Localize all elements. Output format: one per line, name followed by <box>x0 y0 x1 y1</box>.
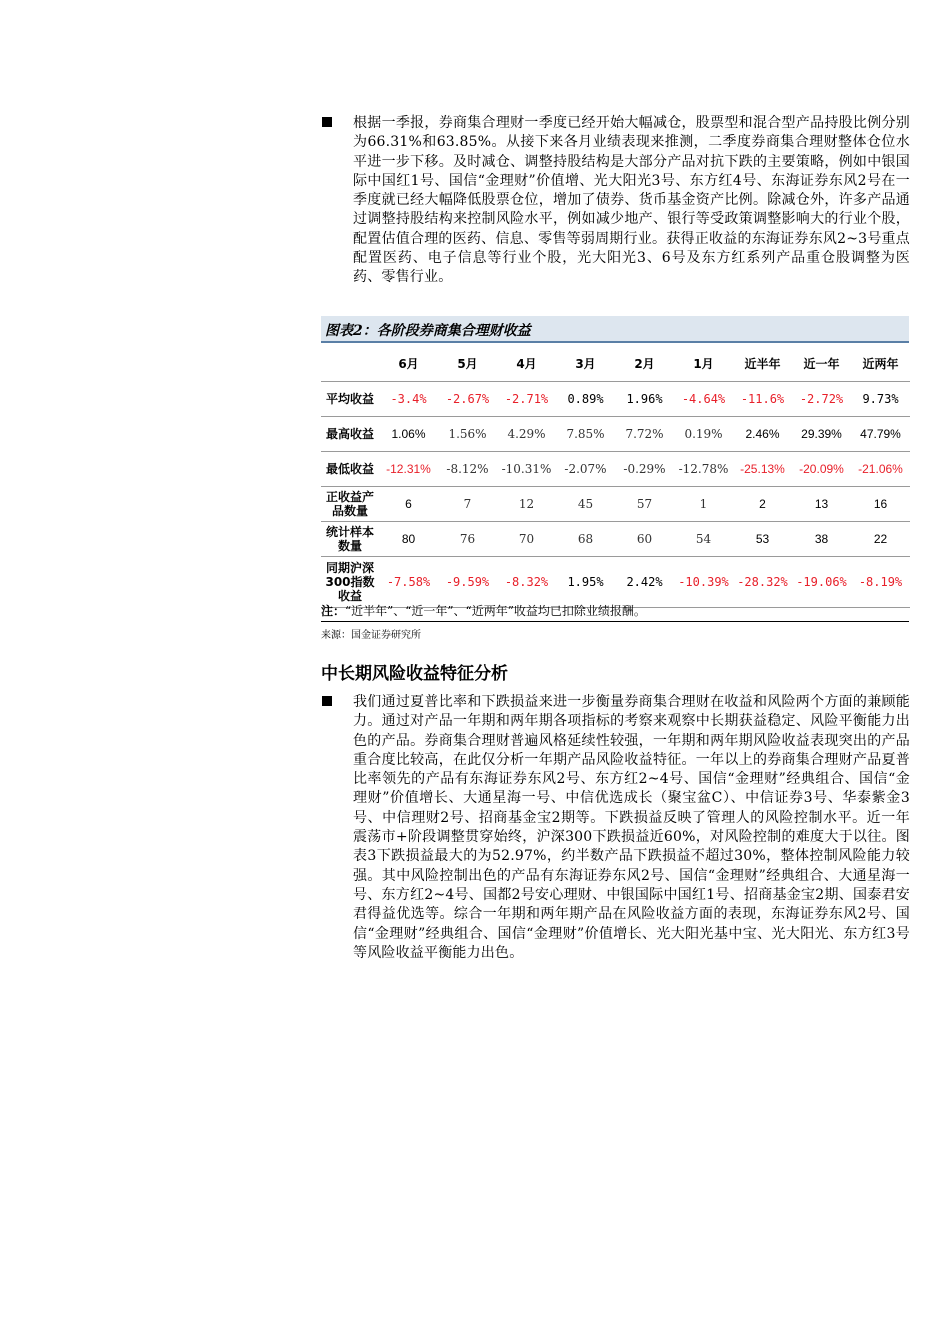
row-label: 同期沪深300指数收益 <box>321 557 379 608</box>
paragraph-text: 根据一季报，券商集合理财一季度已经开始大幅减仓，股票型和混合型产品持股比例分别为66.31%和63.85%。从接下来各月业绩表现来推测，二季度券商集合理财整体仓位水平进一步下移。及时减仓、调整持股结构是大部分产品对抗下跌的主要策略，例如中银国际中国红1号、国信“金理财”价值增、光大阳光3号、东方红4号、东海证券东风2号在一季度就已经大幅降低股票仓位，增加了债券、货币基金资产比例。除减仓外，许多产品通过调整持股结构来控制风险水平，例如减少地产、银行等受政策调整影响大的行业个股，配置估值合理的医药、信息、零售等弱周期行业。获得正收益的东海证券东风2~3号重点配置医药、电子信息等行业个股，光大阳光3、6号及东方红系列产品重仓股调整为医药、零售行业。 <box>353 115 910 286</box>
row-label: 平均收益 <box>321 382 379 417</box>
table-row <box>321 522 910 557</box>
row-label: 最高收益 <box>321 417 379 452</box>
column-header: 2月 <box>615 346 674 382</box>
table-cell: 80 <box>379 522 438 557</box>
table-cell: 1.96% <box>615 382 674 417</box>
table-cell: 12 <box>497 487 556 522</box>
table-cell: 54 <box>674 522 733 557</box>
table-cell: 7.72% <box>615 417 674 452</box>
table-cell: 1.95% <box>556 557 615 608</box>
table-cell: 1 <box>674 487 733 522</box>
column-header: 4月 <box>497 346 556 382</box>
table-cell: 38 <box>792 522 851 557</box>
table-cell: 60 <box>615 522 674 557</box>
table-cell: -19.06% <box>792 557 851 608</box>
row-label: 最低收益 <box>321 452 379 487</box>
table-cell: -2.71% <box>497 382 556 417</box>
table-cell: 2.42% <box>615 557 674 608</box>
table-header-row <box>321 346 910 382</box>
row-label: 统计样本数量 <box>321 522 379 557</box>
paragraph-text: 我们通过夏普比率和下跌损益来进一步衡量券商集合理财在收益和风险两个方面的兼顾能力。通过对产品一年期和两年期各项指标的考察来观察中长期获益稳定、风险平衡能力出色的产品。券商集合理财普遍风格延续性较强，一年期和两年期风险收益表现突出的产品重合度比较高，在此仅分析一年期产品风险收益特征。一年以上的券商集合理财产品夏普比率领先的产品有东海证券东风2号、东方红2~4号、国信“金理财”经典组合、国信“金理财”价值增长、大通星海一号、中信优选成长（聚宝盆C）、中信证券3号、华泰紫金3号、中信理财2号、招商基金宝2期等。下跌损益反映了管理人的风险控制水平。近一年震荡市+阶段调整贯穿始终，沪深300下跌损益近60%，对风险控制的难度大于以往。图表3下跌损益最大的为52.97%，约半数产品下跌损益不超过30%，整体控制风险能力较强。其中风险控制出色的产品有东海证券东风2号、国信“金理财”经典组合、大通星海一号、东方红2~4号、国都2号安心理财、中银国际中国红1号、招商基金宝2期、国泰君安君得益优选等。综合一年期和两年期产品在风险收益方面的表现，东海证券东风2号、国信“金理财”经典组合、国信“金理财”价值增长、光大阳光基中宝、光大阳光、东方红3号等风险收益平衡能力出色。 <box>353 694 910 961</box>
table-cell: -12.31% <box>379 452 438 487</box>
note-text: “近半年”、“近一年”、“近两年”收益均已扣除业绩报酬。 <box>345 604 646 618</box>
table-cell: -2.67% <box>438 382 497 417</box>
table-cell: 7 <box>438 487 497 522</box>
table-cell: -10.31% <box>497 452 556 487</box>
table-cell: -8.32% <box>497 557 556 608</box>
table-cell: -7.58% <box>379 557 438 608</box>
table-caption <box>321 316 909 343</box>
table-cell: -21.06% <box>851 452 910 487</box>
table-cell: -8.19% <box>851 557 910 608</box>
square-bullet-icon <box>322 117 332 127</box>
table-row <box>321 487 910 522</box>
column-header: 近两年 <box>851 346 910 382</box>
header-blank <box>321 346 379 382</box>
table-cell: 45 <box>556 487 615 522</box>
table-cell: 47.79% <box>851 417 910 452</box>
table-cell: -3.4% <box>379 382 438 417</box>
column-header: 6月 <box>379 346 438 382</box>
table-cell: 16 <box>851 487 910 522</box>
table-cell: 6 <box>379 487 438 522</box>
table-row <box>321 417 910 452</box>
square-bullet-icon <box>322 696 332 706</box>
table-row <box>321 557 910 608</box>
table-cell: -12.78% <box>674 452 733 487</box>
table-cell: -10.39% <box>674 557 733 608</box>
column-header: 近半年 <box>733 346 792 382</box>
table-cell: -2.72% <box>792 382 851 417</box>
table-cell: -8.12% <box>438 452 497 487</box>
table-cell: 76 <box>438 522 497 557</box>
table-cell: 0.89% <box>556 382 615 417</box>
table-row <box>321 382 910 417</box>
column-header: 近一年 <box>792 346 851 382</box>
column-header: 5月 <box>438 346 497 382</box>
table-cell: -20.09% <box>792 452 851 487</box>
source-line: 来源：国金证券研究所 <box>321 630 421 641</box>
table-cell: 53 <box>733 522 792 557</box>
table-cell: 1.06% <box>379 417 438 452</box>
table-cell: 4.29% <box>497 417 556 452</box>
table-cell: 1.56% <box>438 417 497 452</box>
table-note <box>321 602 909 622</box>
returns-table <box>321 346 910 608</box>
column-header: 3月 <box>556 346 615 382</box>
row-label: 正收益产品数量 <box>321 487 379 522</box>
section-heading: 中长期风险收益特征分析 <box>321 664 508 684</box>
table-cell: -9.59% <box>438 557 497 608</box>
table-cell: 57 <box>615 487 674 522</box>
table-cell: 13 <box>792 487 851 522</box>
table-cell: 9.73% <box>851 382 910 417</box>
table-cell: 7.85% <box>556 417 615 452</box>
table-cell: 70 <box>497 522 556 557</box>
paragraph-risk-analysis <box>322 693 910 963</box>
table-cell: 68 <box>556 522 615 557</box>
table-cell: 2 <box>733 487 792 522</box>
table-cell: -11.6% <box>733 382 792 417</box>
column-header: 1月 <box>674 346 733 382</box>
table-cell: -4.64% <box>674 382 733 417</box>
table-cell: 2.46% <box>733 417 792 452</box>
table-cell: -2.07% <box>556 452 615 487</box>
table-title: 图表2：各阶段券商集合理财收益 <box>325 323 531 339</box>
table-cell: -28.32% <box>733 557 792 608</box>
table-cell: -0.29% <box>615 452 674 487</box>
table-cell: 22 <box>851 522 910 557</box>
table-cell: 0.19% <box>674 417 733 452</box>
table-cell: -25.13% <box>733 452 792 487</box>
table-cell: 29.39% <box>792 417 851 452</box>
note-label: 注： <box>321 604 346 618</box>
paragraph-q1-report <box>322 114 910 288</box>
table-row <box>321 452 910 487</box>
